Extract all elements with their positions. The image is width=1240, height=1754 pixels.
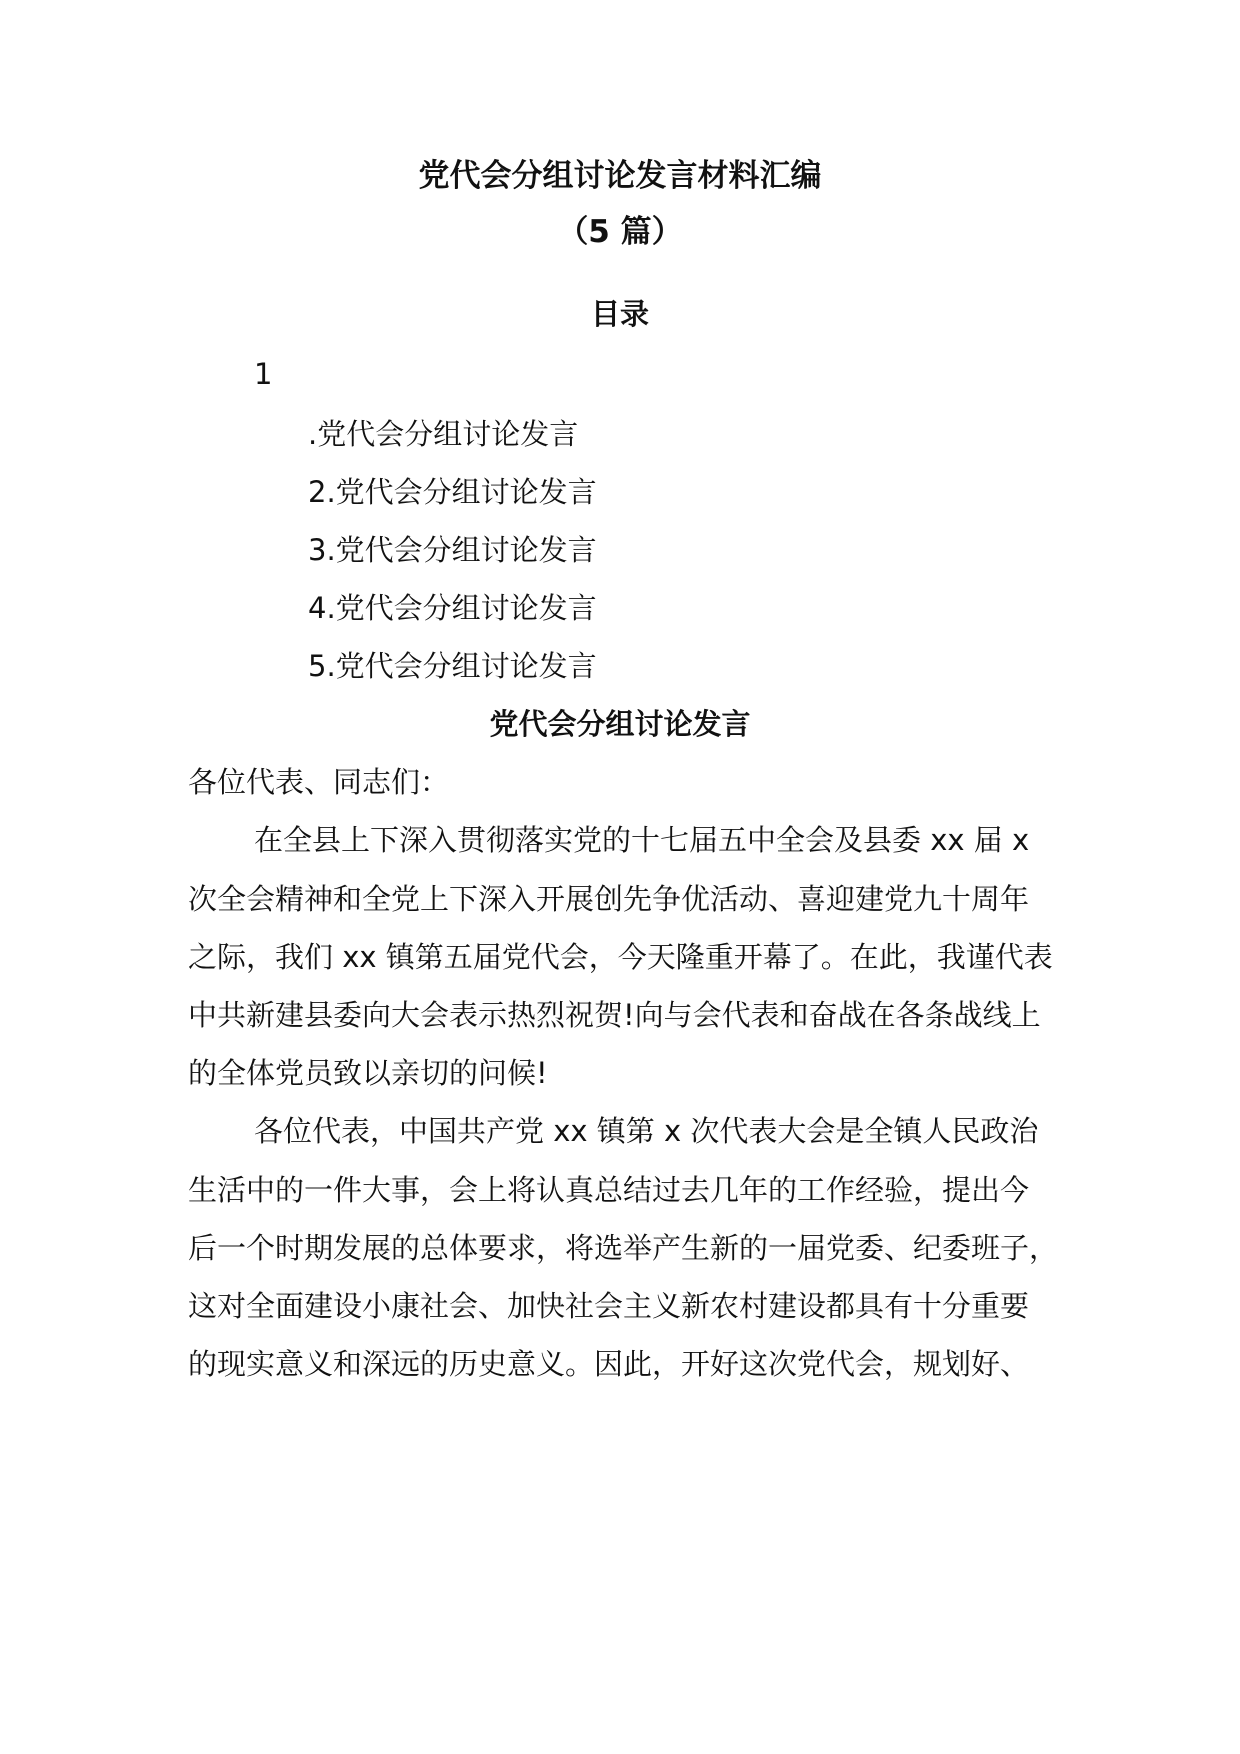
paragraph-line: 生活中的一件大事，会上将认真总结过去几年的工作经验，提出今 [188,1173,1030,1207]
paragraph-line: 各位代表，中国共产党 xx 镇第 x 次代表大会是全镇人民政治 [254,1114,1039,1148]
paragraph-line: 中共新建县委向大会表示热烈祝贺!向与会代表和奋战在各条战线上 [188,998,1041,1032]
toc-item: .党代会分组讨论发言 [308,417,579,451]
toc-item: 4.党代会分组讨论发言 [308,591,597,625]
paragraph-line: 在全县上下深入贯彻落实党的十七届五中全会及县委 xx 届 x [254,823,1030,857]
paragraph-line: 后一个时期发展的总体要求，将选举产生新的一届党委、纪委班子， [188,1231,1059,1265]
toc-item: 2.党代会分组讨论发言 [308,475,597,509]
paragraph-line: 之际，我们 xx 镇第五届党代会，今天隆重开幕了。在此，我谨代表 [188,940,1053,974]
toc-item: 5.党代会分组讨论发言 [308,649,597,683]
document-title: 党代会分组讨论发言材料汇编 [418,158,822,194]
paragraph-line: 的全体党员致以亲切的问候! [188,1056,548,1090]
paragraph-line: 的现实意义和深远的历史意义。因此，开好这次党代会，规划好、 [188,1347,1030,1381]
paragraph-line: 次全会精神和全党上下深入开展创先争优活动、喜迎建党九十周年 [188,882,1030,916]
paragraph-line: 这对全面建设小康社会、加快社会主义新农村建设都具有十分重要 [188,1289,1030,1323]
toc-item: 3.党代会分组讨论发言 [308,533,597,567]
salutation: 各位代表、同志们： [188,765,450,799]
toc-heading: 目录 [590,297,649,331]
document-subtitle: （5 篇） [557,214,683,250]
toc-number: 1 [254,357,273,391]
section-title: 党代会分组讨论发言 [489,707,751,741]
